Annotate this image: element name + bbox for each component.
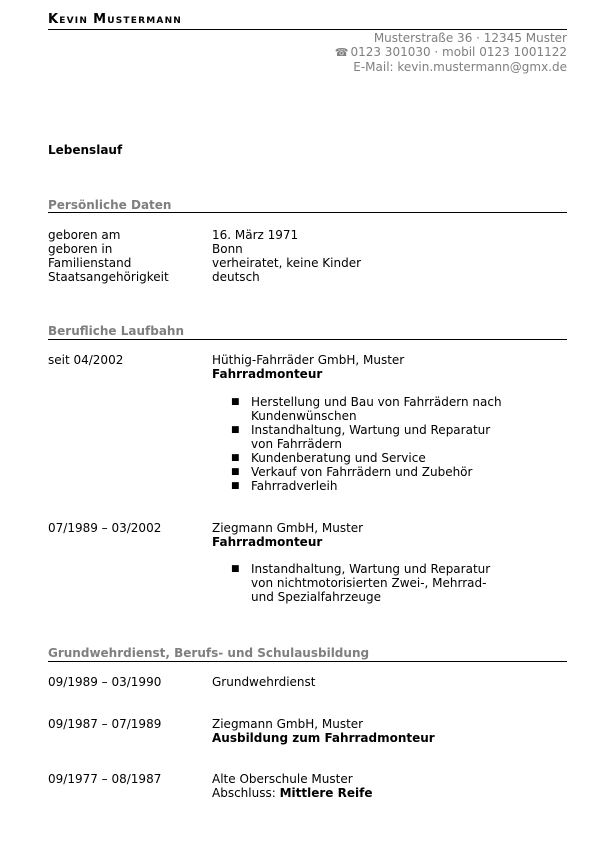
- list-item: [212, 423, 512, 451]
- degree-label: Abschluss:: [212, 786, 276, 800]
- list-item: [212, 395, 512, 423]
- duty-text: Instandhaltung, Wartung und Reparatur von nichtmotorisierten Zwei-, Mehrrad- und Spezialfahrzeuge: [251, 562, 491, 604]
- document-title: Lebenslauf: [48, 143, 123, 157]
- section-divider-career: [48, 339, 567, 340]
- list-item: [212, 562, 512, 604]
- phone-icon: ☎: [334, 46, 349, 59]
- phone-line: 0123 301030 · mobil 0123 1001122: [350, 45, 567, 59]
- duty-text: Kundenberatung und Service: [251, 451, 426, 465]
- bullet-icon: ■: [231, 453, 240, 463]
- education-qualification: Ausbildung zum Fahrradmonteur: [212, 731, 435, 745]
- career-role: Fahrradmonteur: [212, 367, 323, 381]
- list-item: [212, 479, 512, 493]
- list-item: [212, 465, 512, 479]
- personal-value: Bonn: [212, 242, 243, 256]
- section-divider-personal: [48, 212, 567, 213]
- bullet-icon: ■: [231, 397, 240, 407]
- education-degree-line: [212, 786, 372, 800]
- education-period: 09/1977 – 08/1987: [48, 772, 162, 786]
- education-institution: Ziegmann GmbH, Muster: [212, 717, 364, 731]
- duties-list: [212, 395, 512, 493]
- name-first: Kevin: [48, 12, 89, 27]
- career-role: Fahrradmonteur: [212, 535, 323, 549]
- personal-label: Familienstand: [48, 256, 132, 270]
- section-title-personal: Persönliche Daten: [48, 198, 172, 212]
- contact-block: [335, 31, 567, 74]
- degree-value: Mittlere Reife: [279, 786, 373, 800]
- duties-list: [212, 562, 512, 604]
- section-divider-education: [48, 661, 567, 662]
- list-item: [212, 451, 512, 465]
- bullet-icon: ■: [231, 467, 240, 477]
- education-period: 09/1989 – 03/1990: [48, 675, 162, 689]
- personal-value: verheiratet, keine Kinder: [212, 256, 362, 270]
- header-divider: [48, 29, 567, 30]
- applicant-name: [48, 12, 182, 27]
- duty-text: Instandhaltung, Wartung und Reparatur von Fahrrädern: [251, 423, 491, 451]
- personal-label: geboren am: [48, 228, 121, 242]
- bullet-icon: ■: [231, 564, 240, 574]
- personal-value: deutsch: [212, 270, 260, 284]
- career-company: Hüthig-Fahrräder GmbH, Muster: [212, 353, 405, 367]
- education-title: Grundwehrdienst: [212, 675, 316, 689]
- career-period: seit 04/2002: [48, 353, 124, 367]
- education-institution: Alte Oberschule Muster: [212, 772, 353, 786]
- section-title-education: Grundwehrdienst, Berufs- und Schulausbildung: [48, 646, 370, 660]
- duty-text: Herstellung und Bau von Fahrrädern nach Kundenwünschen: [251, 395, 502, 423]
- section-title-career: Berufliche Laufbahn: [48, 324, 185, 338]
- duty-text: Fahrradverleih: [251, 479, 338, 493]
- phone-line-row: [335, 45, 567, 60]
- personal-value: 16. März 1971: [212, 228, 299, 242]
- personal-label: Staatsangehörigkeit: [48, 270, 169, 284]
- email-line[interactable]: E-Mail: kevin.mustermann@gmx.de: [353, 60, 567, 74]
- address-line: Musterstraße 36 · 12345 Muster: [373, 31, 567, 45]
- career-company: Ziegmann GmbH, Muster: [212, 521, 364, 535]
- bullet-icon: ■: [231, 425, 240, 435]
- education-period: 09/1987 – 07/1989: [48, 717, 162, 731]
- career-period: 07/1989 – 03/2002: [48, 521, 162, 535]
- duty-text: Verkauf von Fahrrädern und Zubehör: [251, 465, 473, 479]
- name-last: Mustermann: [93, 12, 183, 27]
- bullet-icon: ■: [231, 481, 240, 491]
- personal-label: geboren in: [48, 242, 113, 256]
